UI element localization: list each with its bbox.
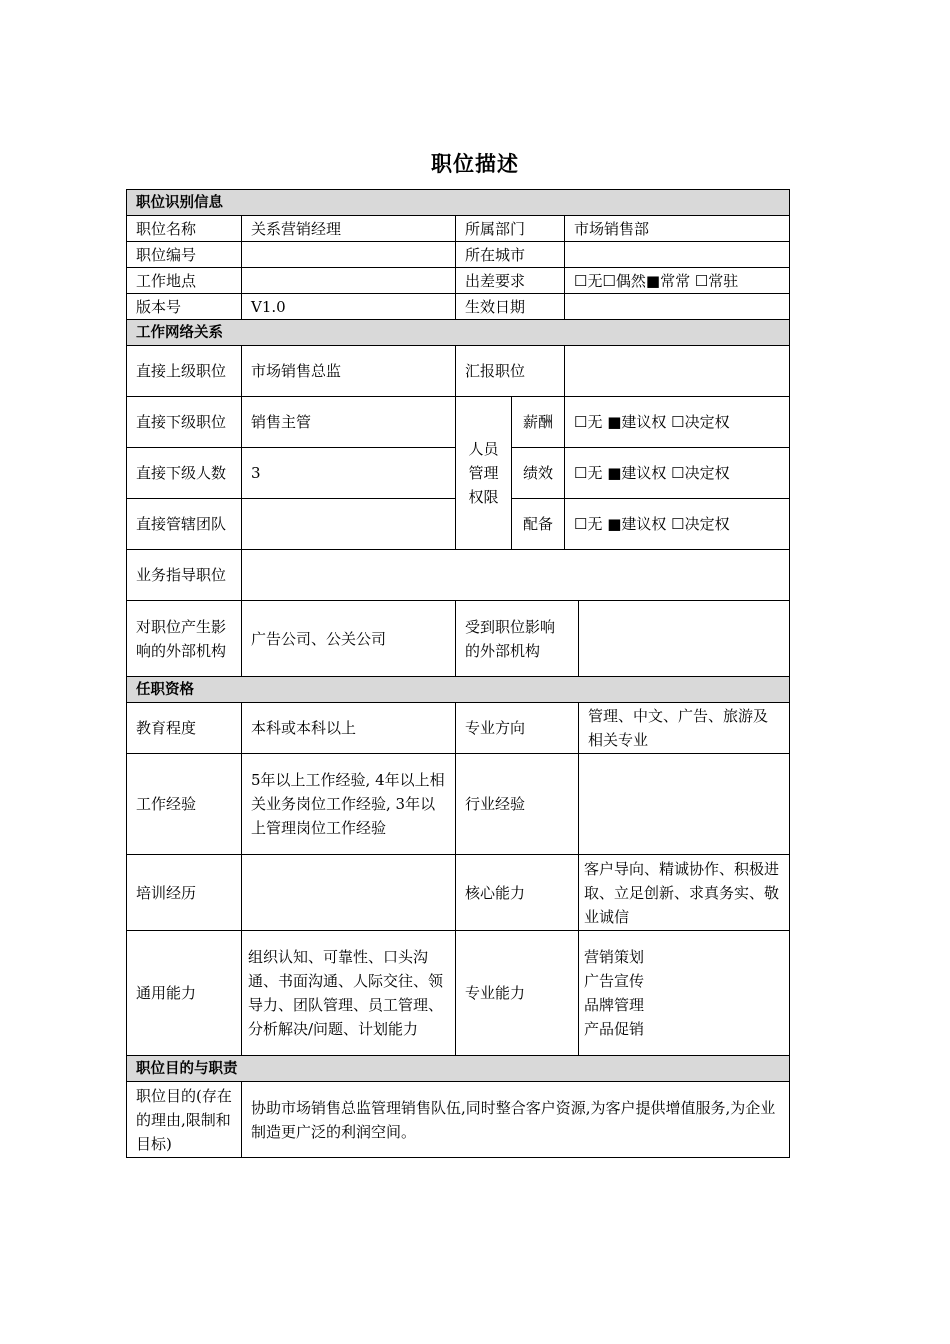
purpose-label: 职位目的(存在的理由,限制和目标) bbox=[126, 1081, 242, 1158]
performance-value: ☐无 ■建议权 ☐决定权 bbox=[564, 447, 790, 499]
work-experience-value: 5年以上工作经验, 4年以上相关业务岗位工作经验, 3年以上管理岗位工作经验 bbox=[241, 753, 456, 855]
industry-experience-value bbox=[578, 753, 790, 855]
education-value: 本科或本科以上 bbox=[241, 702, 456, 754]
direct-superior-value: 市场销售总监 bbox=[241, 345, 456, 397]
major-label: 专业方向 bbox=[455, 702, 579, 754]
education-label: 教育程度 bbox=[126, 702, 242, 754]
section-header-qualification: 任职资格 bbox=[126, 676, 790, 703]
core-ability-label: 核心能力 bbox=[455, 854, 579, 931]
position-name-value: 关系营销经理 bbox=[241, 215, 456, 242]
staffing-value: ☐无 ■建议权 ☐决定权 bbox=[564, 498, 790, 550]
section-header-identity: 职位识别信息 bbox=[126, 189, 790, 216]
department-label: 所属部门 bbox=[455, 215, 565, 242]
work-experience-label: 工作经验 bbox=[126, 753, 242, 855]
business-guide-value bbox=[241, 549, 790, 601]
training-value bbox=[241, 854, 456, 931]
effective-date-label: 生效日期 bbox=[455, 293, 565, 320]
version-label: 版本号 bbox=[126, 293, 242, 320]
business-guide-label: 业务指导职位 bbox=[126, 549, 242, 601]
section-header-network: 工作网络关系 bbox=[126, 319, 790, 346]
subordinate-count-value: 3 bbox=[241, 447, 456, 499]
direct-subordinate-label: 直接下级职位 bbox=[126, 396, 242, 448]
section-header-purpose: 职位目的与职责 bbox=[126, 1055, 790, 1082]
core-ability-value: 客户导向、精诚协作、积极进取、立足创新、求真务实、敬业诚信 bbox=[578, 854, 790, 931]
external-influencing-label: 对职位产生影响的外部机构 bbox=[126, 600, 242, 677]
page-title: 职位描述 bbox=[431, 152, 519, 176]
training-label: 培训经历 bbox=[126, 854, 242, 931]
version-value: V1.0 bbox=[241, 293, 456, 320]
work-location-label: 工作地点 bbox=[126, 267, 242, 294]
industry-experience-label: 行业经验 bbox=[455, 753, 579, 855]
department-value: 市场销售部 bbox=[564, 215, 790, 242]
performance-label: 绩效 bbox=[511, 447, 565, 499]
city-label: 所在城市 bbox=[455, 241, 565, 268]
salary-value: ☐无 ■建议权 ☐决定权 bbox=[564, 396, 790, 448]
hr-authority-label: 人员管理权限 bbox=[455, 396, 512, 550]
team-label: 直接管辖团队 bbox=[126, 498, 242, 550]
direct-superior-label: 直接上级职位 bbox=[126, 345, 242, 397]
external-influencing-value: 广告公司、公关公司 bbox=[241, 600, 456, 677]
travel-value: ☐无☐偶然■常常 ☐常驻 bbox=[564, 267, 790, 294]
report-position-label: 汇报职位 bbox=[455, 345, 565, 397]
report-position-value bbox=[564, 345, 790, 397]
staffing-label: 配备 bbox=[511, 498, 565, 550]
professional-ability-label: 专业能力 bbox=[455, 930, 579, 1056]
professional-ability-value: 营销策划 广告宣传 品牌管理 产品促销 bbox=[578, 930, 790, 1056]
major-value: 管理、中文、广告、旅游及相关专业 bbox=[578, 702, 790, 754]
general-ability-label: 通用能力 bbox=[126, 930, 242, 1056]
subordinate-count-label: 直接下级人数 bbox=[126, 447, 242, 499]
team-value bbox=[241, 498, 456, 550]
external-influenced-label: 受到职位影响的外部机构 bbox=[455, 600, 579, 677]
city-value bbox=[564, 241, 790, 268]
effective-date-value bbox=[564, 293, 790, 320]
purpose-value: 协助市场销售总监管理销售队伍,同时整合客户资源,为客户提供增值服务,为企业制造更广泛的利润空间。 bbox=[241, 1081, 790, 1158]
work-location-value bbox=[241, 267, 456, 294]
salary-label: 薪酬 bbox=[511, 396, 565, 448]
travel-label: 出差要求 bbox=[455, 267, 565, 294]
external-influenced-value bbox=[578, 600, 790, 677]
general-ability-value: 组织认知、可靠性、口头沟通、书面沟通、人际交往、领导力、团队管理、员工管理、分析解决/问题、计划能力 bbox=[241, 930, 456, 1056]
position-name-label: 职位名称 bbox=[126, 215, 242, 242]
position-code-value bbox=[241, 241, 456, 268]
direct-subordinate-value: 销售主管 bbox=[241, 396, 456, 448]
position-code-label: 职位编号 bbox=[126, 241, 242, 268]
